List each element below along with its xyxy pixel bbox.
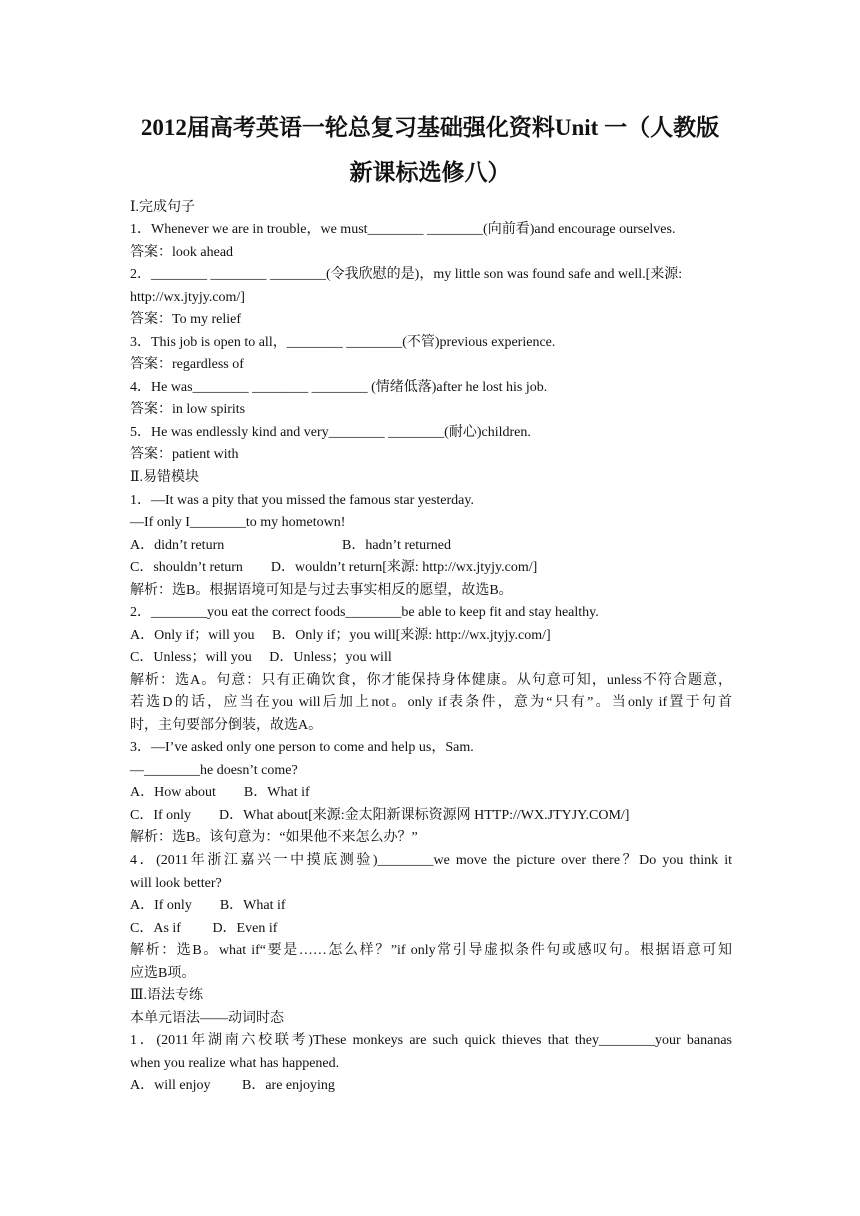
answer-line: 答案：To my relief (130, 312, 241, 327)
explanation-line: 若选D的话，应当在you will后加上not。only if表条件，意为“只有”。当only if置于句首 (130, 695, 732, 710)
question-line: http://wx.jtyjy.com/] (130, 290, 245, 305)
section-heading: Ⅰ.完成句子 (130, 200, 196, 215)
explanation-line: 解析：选B。根据语境可知是与过去事实相反的愿望，故选B。 (130, 583, 513, 598)
section-heading: Ⅲ.语法专练 (130, 988, 204, 1003)
question-line: 1．(2011年湖南六校联考)These monkeys are such quick thieves that they________your bananas (130, 1033, 732, 1048)
explanation-line: 时，主句要部分倒装，故选A。 (130, 718, 323, 733)
question-line: —________he doesn’t come? (130, 763, 298, 778)
subsection-heading: 本单元语法——动词时态 (130, 1011, 284, 1026)
answer-line: 答案：patient with (130, 447, 239, 462)
question-line: 2．________you eat the correct foods________be able to keep fit and stay healthy. (130, 605, 599, 620)
option-line: A．If only B．What if (130, 898, 286, 913)
option-b: B．hadn’t returned (342, 538, 451, 553)
option-line: C．As if D．Even if (130, 921, 278, 936)
question-line: will look better? (130, 876, 222, 891)
option-line: A．Only if；will you B．Only if；you will[来源: http://wx.jtyjy.com/] (130, 628, 551, 643)
option-line: C．shouldn’t return D．wouldn’t return[来源: http://wx.jtyjy.com/] (130, 560, 538, 575)
question-line: 4．(2011年浙江嘉兴一中摸底测验)________we move the picture over there？Do you think it (130, 853, 732, 868)
document-title-line-2: 新课标选修八） (349, 160, 511, 185)
question-line: when you realize what has happened. (130, 1056, 340, 1071)
explanation-line: 应选B项。 (130, 966, 196, 981)
answer-line: 答案：look ahead (130, 245, 234, 260)
question-line: 3．—I’ve asked only one person to come and help us，Sam. (130, 740, 474, 755)
option-line: C．Unless；will you D．Unless；you will (130, 650, 392, 665)
answer-line: 答案：in low spirits (130, 402, 246, 417)
option-line (130, 535, 732, 558)
question-line: 1．—It was a pity that you missed the famous star yesterday. (130, 493, 474, 508)
question-line: 3．This job is open to all，________ ________(不管)previous experience. (130, 335, 556, 350)
option-line: A．How about B．What if (130, 785, 310, 800)
option-a: A．didn’t return (130, 538, 225, 553)
document-title-line-1: 2012届高考英语一轮总复习基础强化资料Unit 一（人教版 (140, 115, 720, 140)
option-line: C．If only D．What about[来源:金太阳新课标资源网 HTTP://WX.JTYJY.COM/] (130, 808, 630, 823)
section-heading: Ⅱ.易错模块 (130, 470, 200, 485)
explanation-line: 解析：选B。该句意为：“如果他不来怎么办？” (130, 830, 418, 845)
question-line: 1．Whenever we are in trouble，we must________ ________(向前看)and encourage ourselves. (130, 222, 676, 237)
option-line: A．will enjoy B．are enjoying (130, 1078, 335, 1093)
explanation-line: 解析：选A。句意：只有正确饮食，你才能保持身体健康。从句意可知，unless不符合题意， (130, 673, 732, 688)
question-line: —If only I________to my hometown! (130, 515, 346, 530)
question-line: 4．He was________ ________ ________ (情绪低落)after he lost his job. (130, 380, 548, 395)
answer-line: 答案：regardless of (130, 357, 244, 372)
explanation-line: 解析：选B。what if“要是……怎么样？”if only常引导虚拟条件句或感叹句。根据语意可知 (130, 943, 732, 958)
question-line: 5．He was endlessly kind and very________ ________(耐心)children. (130, 425, 531, 440)
question-line: 2．________ ________ ________(令我欣慰的是)，my little son was found safe and well.[来源: (130, 267, 683, 282)
